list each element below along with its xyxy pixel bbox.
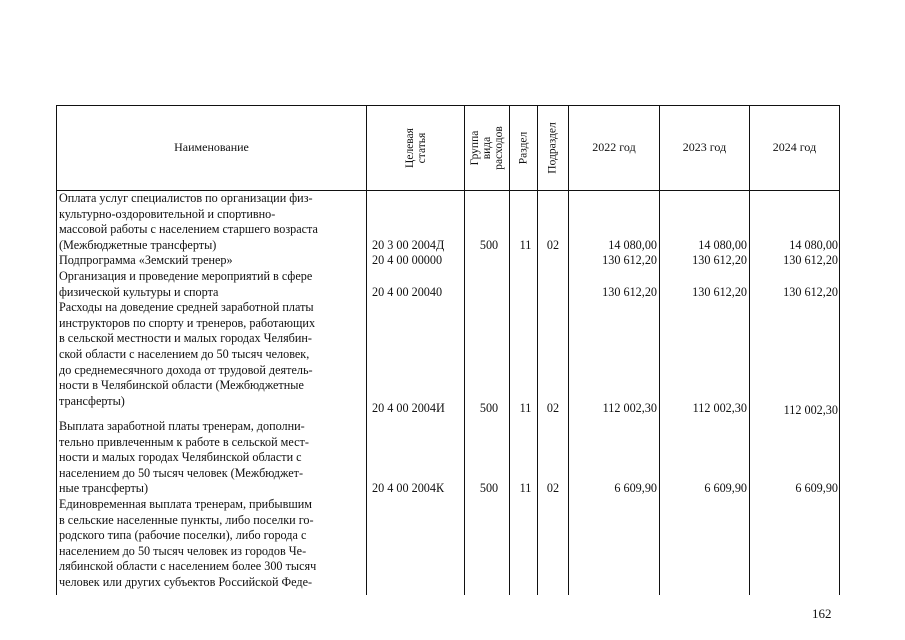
row-name-line: родского типа (рабочие поселки), либо города с xyxy=(59,528,307,543)
row-name-line: инструкторов по спорту и тренеров, работающих xyxy=(59,315,316,330)
budget-table xyxy=(56,105,840,595)
header-year-2024: 2024 год xyxy=(772,140,817,154)
row-name-line: Расходы на доведение средней заработной платы xyxy=(59,300,314,315)
row-section: 11 xyxy=(519,401,532,415)
row-name-line: ности в Челябинской области (Межбюджетные xyxy=(59,378,304,393)
row-name-line: (Межбюджетные трансферты) xyxy=(59,237,217,252)
row-subsection: 02 xyxy=(546,237,560,252)
row-name-line: в сельские населенные пункты, либо поселки го- xyxy=(59,512,314,527)
row-expense-group: 500 xyxy=(479,481,499,496)
row-amount-2024: 112 002,30 xyxy=(783,403,838,417)
row-name-line: Подпрограмма «Земский тренер» xyxy=(59,253,233,268)
row-expense-group: 500 xyxy=(479,237,499,252)
row-name-line: человек или других субъектов Российской Феде- xyxy=(59,575,313,589)
page-number: 162 xyxy=(812,606,832,621)
row-amount-2022: 130 612,20 xyxy=(602,284,657,299)
header-subsection xyxy=(538,105,568,190)
row-amount-2024: 130 612,20 xyxy=(783,284,838,299)
row-amount-2022: 112 002,30 xyxy=(602,401,657,415)
row-subsection: 02 xyxy=(546,401,560,415)
header-expense-group xyxy=(465,105,509,190)
row-amount-2023: 6 609,90 xyxy=(704,481,747,496)
row-name-line: массовой работы с населением старшего возраста xyxy=(59,222,318,237)
row-name-line: Организация и проведение мероприятий в сфере xyxy=(59,269,313,283)
row-target-article: 20 3 00 2004Д xyxy=(372,237,445,252)
row-name-line: населением до 50 тысяч человек (Межбюджет- xyxy=(59,465,304,480)
row-target-article: 20 4 00 20040 xyxy=(372,284,443,299)
header-name: Наименование xyxy=(174,140,249,154)
row-expense-group: 500 xyxy=(479,401,499,415)
header-expense-group-text: Группа вида расходов xyxy=(469,125,505,170)
header-target-article-text: Целевая статья xyxy=(403,127,428,168)
row-name-line: ской области с населением до 50 тысяч человек, xyxy=(59,347,310,361)
row-name-line: до среднемесячного дохода от трудовой деятель- xyxy=(59,362,313,377)
col-border-right xyxy=(839,105,840,595)
row-amount-2023: 130 612,20 xyxy=(692,253,747,268)
row-amount-2022: 6 609,90 xyxy=(614,481,657,496)
row-target-article: 20 4 00 2004К xyxy=(372,481,445,496)
row-name-line: физической культуры и спорта xyxy=(59,284,219,299)
header-target-article xyxy=(367,105,464,190)
row-target-article: 20 4 00 2004И xyxy=(372,401,445,415)
row-name-line: Единовременная выплата тренерам, прибывшим xyxy=(59,497,312,511)
row-amount-2024: 14 080,00 xyxy=(789,237,838,252)
header-subsection-text: Подраздел xyxy=(547,121,559,174)
row-name-line: Оплата услуг специалистов по организации физ- xyxy=(59,191,313,205)
row-amount-2022: 14 080,00 xyxy=(608,237,657,252)
row-subsection: 02 xyxy=(546,481,560,496)
header-year-2023: 2023 год xyxy=(682,140,727,154)
row-section: 11 xyxy=(519,237,532,252)
row-amount-2024: 130 612,20 xyxy=(783,253,838,268)
row-name-line: культурно-оздоровительной и спортивно- xyxy=(59,206,276,221)
row-name-line: ные трансферты) xyxy=(59,481,149,496)
header-section xyxy=(510,105,537,190)
row-section: 11 xyxy=(519,481,532,496)
row-amount-2024: 6 609,90 xyxy=(795,481,838,496)
row-name-line: Выплата заработной платы тренерам, дополни- xyxy=(59,419,305,433)
header-section-text: Раздел xyxy=(517,131,530,164)
row-name-line: населением до 50 тысяч человек из городов Че- xyxy=(59,543,307,558)
row-target-article: 20 4 00 00000 xyxy=(372,253,443,268)
row-name-line: ности и малых городах Челябинской области с xyxy=(59,450,302,465)
row-name-line: трансферты) xyxy=(59,393,125,408)
row-amount-2022: 130 612,20 xyxy=(602,253,657,268)
row-amount-2023: 112 002,30 xyxy=(692,401,747,415)
row-name-line: в сельской местности и малых городах Челябин- xyxy=(59,331,312,346)
row-name-line: лябинской области с населением более 300 тысяч xyxy=(59,559,317,574)
row-amount-2023: 130 612,20 xyxy=(692,284,747,299)
row-amount-2023: 14 080,00 xyxy=(698,237,747,252)
row-name-line: тельно привлеченным к работе в сельской мест- xyxy=(59,434,309,449)
header-year-2022: 2022 год xyxy=(592,140,636,154)
